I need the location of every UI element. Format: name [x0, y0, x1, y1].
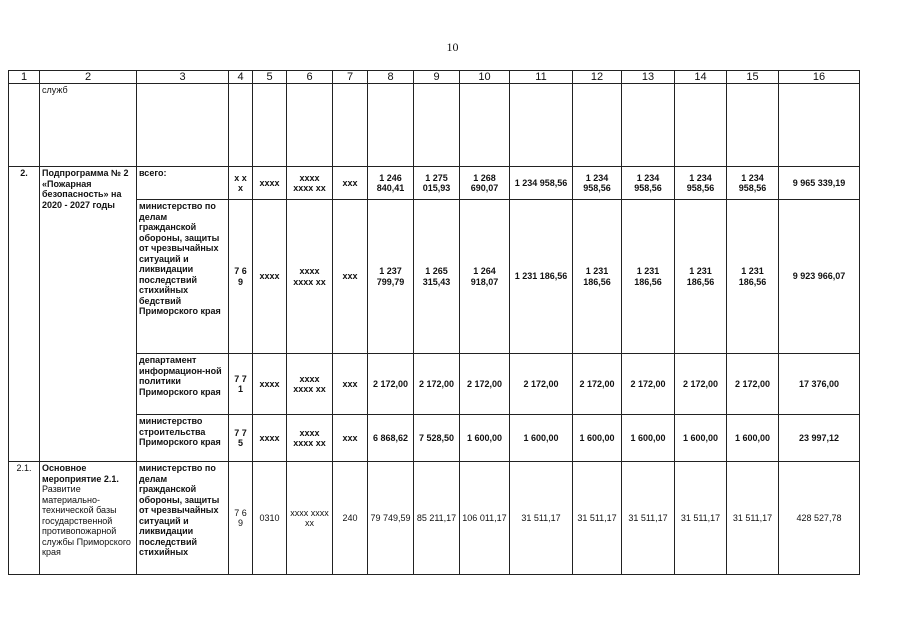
total-cell: 9 965 339,19 — [779, 167, 860, 200]
amount-cell: 1 234 958,56 — [510, 167, 573, 200]
amount-cell: 79 749,59 — [368, 462, 414, 575]
amount-cell: 2 172,00 — [727, 354, 779, 415]
row-number: 2.1. — [9, 462, 40, 575]
col-header: 7 — [333, 71, 368, 84]
amount-cell: 1 600,00 — [675, 415, 727, 462]
cell — [510, 84, 573, 167]
col-header: 1 — [9, 71, 40, 84]
col-header: 9 — [414, 71, 460, 84]
col-header: 8 — [368, 71, 414, 84]
amount-cell: 1 246 840,41 — [368, 167, 414, 200]
amount-cell: 1 234 958,56 — [622, 167, 675, 200]
amount-cell: 1 600,00 — [460, 415, 510, 462]
code-cell: ххх — [333, 415, 368, 462]
col-header: 16 — [779, 71, 860, 84]
amount-cell: 85 211,17 — [414, 462, 460, 575]
amount-cell: 1 231 186,56 — [622, 200, 675, 354]
code-cell: х х х — [229, 167, 253, 200]
code-cell: хххх хххх хх — [287, 462, 333, 575]
amount-cell: 1 275 015,93 — [414, 167, 460, 200]
cell — [229, 84, 253, 167]
subprogram-title: Подпрограмма № 2 «Пожарная безопасность» на 2020 - 2027 годы — [40, 167, 137, 462]
cell — [727, 84, 779, 167]
amount-cell: 1 600,00 — [622, 415, 675, 462]
amount-cell: 1 231 186,56 — [510, 200, 573, 354]
row-number — [9, 84, 40, 167]
amount-cell: 1 234 958,56 — [573, 167, 622, 200]
col-header: 2 — [40, 71, 137, 84]
code-cell: ххх — [333, 200, 368, 354]
code-cell: 7 7 5 — [229, 415, 253, 462]
code-cell: хххх хххх хх — [287, 200, 333, 354]
total-cell: 17 376,00 — [779, 354, 860, 415]
amount-cell: 1 600,00 — [727, 415, 779, 462]
code-cell: хххх — [253, 354, 287, 415]
col-header: 14 — [675, 71, 727, 84]
amount-cell: 1 234 958,56 — [675, 167, 727, 200]
executor-cell: министерство строительства Приморского края — [137, 415, 229, 462]
code-cell: хххх хххх хх — [287, 167, 333, 200]
executor-cell: всего: — [137, 167, 229, 200]
amount-cell: 2 172,00 — [510, 354, 573, 415]
amount-cell: 2 172,00 — [573, 354, 622, 415]
amount-cell: 6 868,62 — [368, 415, 414, 462]
row-number: 2. — [9, 167, 40, 462]
cell — [137, 84, 229, 167]
amount-cell: 2 172,00 — [675, 354, 727, 415]
amount-cell: 106 011,17 — [460, 462, 510, 575]
table-row — [9, 167, 860, 200]
code-cell: ххх — [333, 167, 368, 200]
budget-table — [8, 70, 860, 575]
measure-title-rest: Развитие материально-технической базы государственной противопожарной службы Приморского края — [42, 484, 131, 557]
code-cell: 240 — [333, 462, 368, 575]
executor-cell: министерство по делам гражданской обороны, защиты от чрезвычайных ситуаций и ликвидации последствий стихийных — [137, 462, 229, 575]
col-header: 11 — [510, 71, 573, 84]
amount-cell: 2 172,00 — [460, 354, 510, 415]
measure-title — [40, 462, 137, 575]
amount-cell: 2 172,00 — [622, 354, 675, 415]
code-cell: хххх — [253, 415, 287, 462]
row-name: служб — [40, 84, 137, 167]
col-header: 12 — [573, 71, 622, 84]
amount-cell: 31 511,17 — [727, 462, 779, 575]
code-cell: хххх хххх хх — [287, 415, 333, 462]
executor-cell: министерство по делам гражданской обороны, защиты от чрезвычайных ситуаций и ликвидации последствий стихийных бедствий Приморского края — [137, 200, 229, 354]
executor-cell: департамент информацион-ной политики Приморского края — [137, 354, 229, 415]
amount-cell: 1 600,00 — [573, 415, 622, 462]
col-header: 15 — [727, 71, 779, 84]
cell — [368, 84, 414, 167]
amount-cell: 1 264 918,07 — [460, 200, 510, 354]
amount-cell: 2 172,00 — [414, 354, 460, 415]
total-cell: 23 997,12 — [779, 415, 860, 462]
code-cell: 0310 — [253, 462, 287, 575]
col-header: 6 — [287, 71, 333, 84]
cell — [573, 84, 622, 167]
column-number-row — [9, 71, 860, 84]
amount-cell: 31 511,17 — [622, 462, 675, 575]
col-header: 3 — [137, 71, 229, 84]
cell — [414, 84, 460, 167]
amount-cell: 1 231 186,56 — [727, 200, 779, 354]
code-cell: хххх — [253, 200, 287, 354]
col-header: 5 — [253, 71, 287, 84]
cell — [779, 84, 860, 167]
code-cell: 7 6 9 — [229, 200, 253, 354]
table-row — [9, 354, 860, 415]
cell — [253, 84, 287, 167]
amount-cell: 1 231 186,56 — [675, 200, 727, 354]
cell — [622, 84, 675, 167]
amount-cell: 31 511,17 — [675, 462, 727, 575]
page-number: 10 — [446, 40, 459, 54]
cell — [287, 84, 333, 167]
measure-title-bold: Основное мероприятие 2.1. — [42, 463, 119, 484]
cell — [333, 84, 368, 167]
amount-cell: 1 265 315,43 — [414, 200, 460, 354]
code-cell: хххх — [253, 167, 287, 200]
total-cell: 428 527,78 — [779, 462, 860, 575]
cell — [460, 84, 510, 167]
amount-cell: 1 231 186,56 — [573, 200, 622, 354]
col-header: 4 — [229, 71, 253, 84]
table-row — [9, 200, 860, 354]
amount-cell: 7 528,50 — [414, 415, 460, 462]
code-cell: хххх хххх хх — [287, 354, 333, 415]
total-cell: 9 923 966,07 — [779, 200, 860, 354]
table-row — [9, 84, 860, 167]
amount-cell: 2 172,00 — [368, 354, 414, 415]
amount-cell: 1 234 958,56 — [727, 167, 779, 200]
table-row — [9, 415, 860, 462]
cell — [675, 84, 727, 167]
amount-cell: 1 237 799,79 — [368, 200, 414, 354]
col-header: 13 — [622, 71, 675, 84]
code-cell: 7 6 9 — [229, 462, 253, 575]
amount-cell: 1 268 690,07 — [460, 167, 510, 200]
code-cell: ххх — [333, 354, 368, 415]
amount-cell: 31 511,17 — [510, 462, 573, 575]
code-cell: 7 7 1 — [229, 354, 253, 415]
amount-cell: 31 511,17 — [573, 462, 622, 575]
table-row — [9, 462, 860, 575]
col-header: 10 — [460, 71, 510, 84]
amount-cell: 1 600,00 — [510, 415, 573, 462]
